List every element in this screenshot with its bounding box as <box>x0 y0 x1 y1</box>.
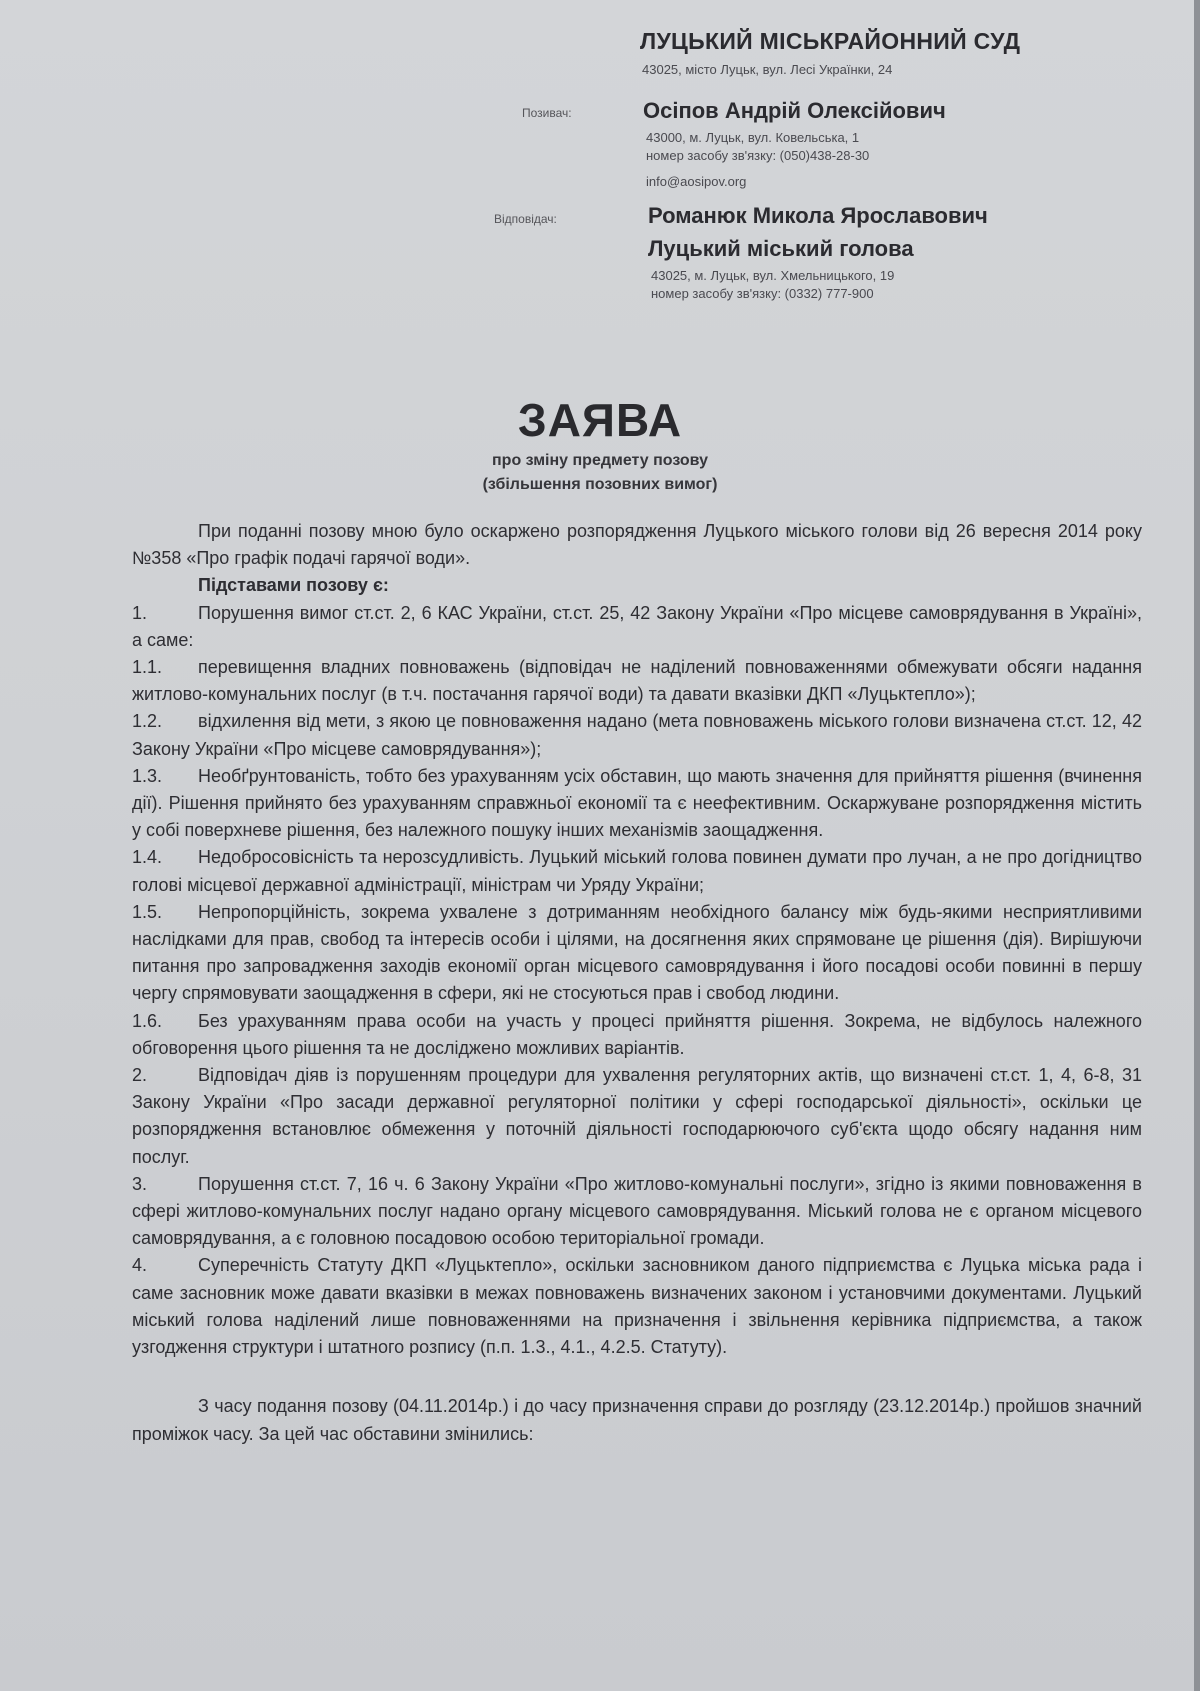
item-text: Суперечність Статуту ДКП «Луцьктепло», оскільки засновником даного підприємства є Луцька міська рада і саме засновник може давати вказівки в межах повноважень визначених законом і установчими документами. Луцький міський голова наділений лише повноваженнями на призначення і звільнення керівника підприємства, а також узгодження структури і штатного розпису (п.п. 1.3., 4.1., 4.2.5. Статуту). <box>132 1255 1142 1358</box>
item-text: відхилення від мети, з якою це повноваження надано (мета повноважень міського голови визначена ст.ст. 12, 42 Закону України «Про місцеве самоврядування»); <box>132 711 1142 759</box>
defendant-address: 43025, м. Луцьк, вул. Хмельницького, 19 <box>651 268 895 283</box>
item-text: Без урахуванням права особи на участь у процесі прийняття рішення. Зокрема, не відбулось належного обговорення цього рішення та не досліджено можливих варіантів. <box>132 1010 1142 1058</box>
item-number: 3. <box>132 1173 148 1194</box>
list-item <box>132 1062 1142 1171</box>
court-address: 43025, місто Луцьк, вул. Лесі Українки, 24 <box>642 62 893 77</box>
defendant-name: Романюк Микола Ярославович <box>648 203 988 228</box>
item-text: Порушення вимог ст.ст. 2, 6 КАС України, ст.ст. 25, 42 Закону України «Про місцеве самоврядування в Україні», а саме: <box>132 602 1142 650</box>
list-item <box>132 899 1142 1008</box>
item-text: Непропорційність, зокрема ухвалене з дотриманням необхідного балансу між будь-якими несприятливими наслідками для прав, свобод та інтересів особи і цілями, на досягнення яких спрямоване це рішення (дія). Вирішуючи питання про запровадження заходів економії орган місцевого самоврядування і його посадові особи повинні в першу чергу спрямовувати заощадження в сфери, які не стосуються прав і свобод людини. <box>132 901 1142 1004</box>
item-number: 1.2. <box>132 711 163 732</box>
item-number: 4. <box>132 1255 148 1276</box>
closing-paragraph: З часу подання позову (04.11.2014р.) і до часу призначення справи до розгляду (23.12.2014р.) пройшов значний проміжок часу. За цей час обставини змінились: <box>132 1396 1142 1444</box>
document-subtitle: про зміну предмету позову <box>492 452 708 469</box>
item-number: 1.6. <box>132 1010 163 1031</box>
item-number: 1.4. <box>132 847 163 868</box>
list-item <box>132 844 1142 898</box>
list-item <box>132 654 1142 708</box>
item-text: Відповідач діяв із порушенням процедури для ухвалення регуляторних актів, що визначені ст.ст. 1, 4, 6-8, 31 Закону України «Про засади державної регуляторної політики у сфері господарської діяльності», оскільки це розпорядження встановлює обмеження у поточній діяльності господарюючого суб'єкта щодо обсягу надання ним послуг. <box>132 1065 1142 1167</box>
plaintiff-email: info@aosipov.org <box>646 174 747 189</box>
plaintiff-name: Осіпов Андрій Олексійович <box>643 98 946 123</box>
list-item <box>132 1252 1142 1361</box>
court-name: ЛУЦЬКИЙ МІСЬКРАЙОННИЙ СУД <box>640 28 1021 54</box>
list-item <box>132 600 1142 654</box>
plaintiff-label: Позивач: <box>522 106 572 120</box>
plaintiff-address: 43000, м. Луцьк, вул. Ковельська, 1 <box>646 130 860 145</box>
document-subtitle-note: (збільшення позовних вимог) <box>482 476 718 493</box>
document-body <box>132 518 1142 1448</box>
item-number: 2. <box>132 1065 148 1086</box>
item-text: Недобросовісність та нерозсудливість. Луцький міський голова повинен думати про лучан, а не про догідництво голові місцевої державної адміністрації, міністрам чи Уряду України; <box>132 847 1142 895</box>
defendant-label: Відповідач: <box>494 212 557 226</box>
item-number: 1.3. <box>132 765 163 786</box>
plaintiff-phone: номер засобу зв'язку: (050)438-28-30 <box>646 148 870 163</box>
list-item <box>132 1171 1142 1253</box>
intro-paragraph: При поданні позову мною було оскаржено розпорядження Луцького міського голови від 26 вересня 2014 року №358 «Про графік подачі гарячої води». <box>132 521 1142 569</box>
item-text: перевищення владних повноважень (відповідач не наділений повноваженнями обмежувати обсяги надання житлово-комунальних послуг (в т.ч. постачання гарячої води) та давати вказівки ДКП «Луцьктепло»); <box>132 657 1142 705</box>
list-item <box>132 1008 1142 1062</box>
defendant-position: Луцький міський голова <box>648 236 914 261</box>
item-number: 1. <box>132 602 148 623</box>
list-item <box>132 708 1142 762</box>
item-text: Порушення ст.ст. 7, 16 ч. 6 Закону України «Про житлово-комунальні послуги», згідно із якими повноваження в сфері житлово-комунальних послуг надано органу місцевого самоврядування. Міський голова не є органом місцевого самоврядування, а є головною посадовою особою територіальної громади. <box>132 1173 1142 1249</box>
document-title: ЗАЯВА <box>517 394 683 446</box>
list-item <box>132 763 1142 845</box>
item-number: 1.1. <box>132 657 163 678</box>
item-text: Необґрунтованість, тобто без урахуванням усіх обставин, що мають значення для прийняття рішення (вчинення дії). Рішення прийнято без урахуванням справжньої економії та є неефективним. Оскаржуване розпорядження містить у собі поверхневе рішення, без належного пошуку інших механізмів заощадження. <box>132 765 1142 841</box>
item-number: 1.5. <box>132 901 163 922</box>
defendant-phone: номер засобу зв'язку: (0332) 777-900 <box>651 286 874 301</box>
grounds-heading: Підставами позову є: <box>198 575 389 596</box>
page-edge-shadow <box>1194 0 1200 1691</box>
